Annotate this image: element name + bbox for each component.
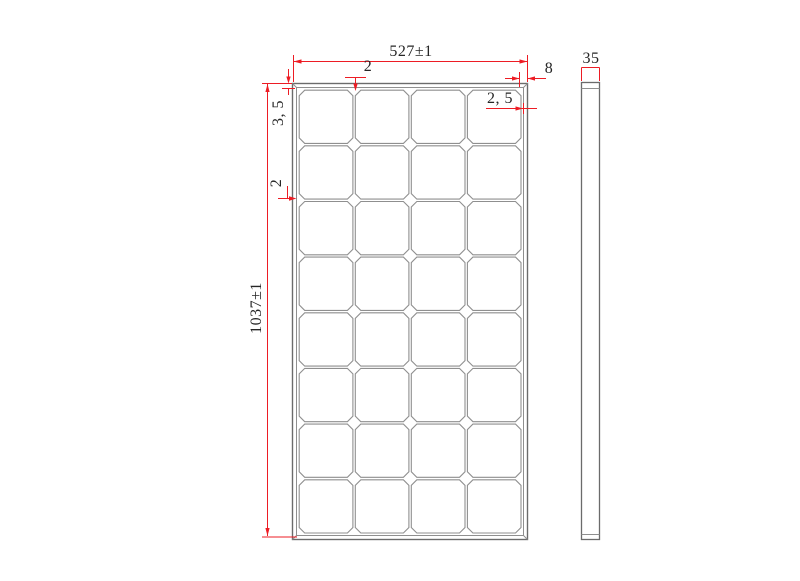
solar-cell (411, 313, 465, 366)
solar-cell (411, 146, 465, 199)
dim-thickness (582, 68, 600, 82)
solar-cell (355, 368, 409, 421)
solar-cell (467, 313, 521, 366)
side-profile (582, 83, 600, 540)
solar-cell (467, 257, 521, 310)
solar-cell (299, 313, 353, 366)
arrowhead (520, 59, 528, 63)
arrowhead (294, 59, 302, 63)
solar-cell (411, 257, 465, 310)
solar-cell (411, 424, 465, 477)
solar-cell (299, 424, 353, 477)
solar-cell (299, 202, 353, 255)
solar-cell (467, 368, 521, 421)
dim-height (262, 84, 297, 538)
solar-cell (467, 480, 521, 533)
dim-frame-width-label: 8 (544, 60, 554, 77)
solar-cell (355, 146, 409, 199)
solar-cell (299, 368, 353, 421)
arrowhead (286, 77, 290, 84)
solar-cell (355, 90, 409, 143)
solar-cell (355, 480, 409, 533)
solar-cell (299, 480, 353, 533)
solar-cell (411, 368, 465, 421)
dim-height-label: 1037±1 (248, 282, 265, 334)
solar-cell (299, 257, 353, 310)
dim-thickness-label: 35 (582, 50, 600, 67)
solar-cell (467, 146, 521, 199)
solar-cell (299, 146, 353, 199)
dim-corner-gap-label: 2, 5 (487, 90, 513, 107)
solar-cell (467, 424, 521, 477)
dim-frame-lip-label: 3, 5 (270, 100, 287, 126)
solar-cell (411, 202, 465, 255)
solar-cell (411, 480, 465, 533)
solar-cell (355, 424, 409, 477)
dim-frame-width (505, 72, 546, 87)
cell-grid (299, 90, 521, 533)
solar-cell (355, 202, 409, 255)
solar-cell (355, 257, 409, 310)
solar-cell (355, 313, 409, 366)
arrowhead (528, 76, 536, 80)
dim-cell-gap-top-label: 2 (363, 58, 373, 75)
arrowhead (265, 84, 269, 92)
arrowhead (512, 76, 520, 80)
side-view (582, 83, 600, 540)
dim-cell-gap-side-label: 2 (268, 178, 285, 188)
dim-width-label: 527±1 (389, 43, 433, 60)
solar-cell (467, 202, 521, 255)
solar-cell (299, 90, 353, 143)
dim-cell-gap-side (278, 186, 297, 201)
arrowhead (265, 528, 269, 536)
solar-cell (411, 90, 465, 143)
dim-cell-gap-top (345, 78, 366, 92)
